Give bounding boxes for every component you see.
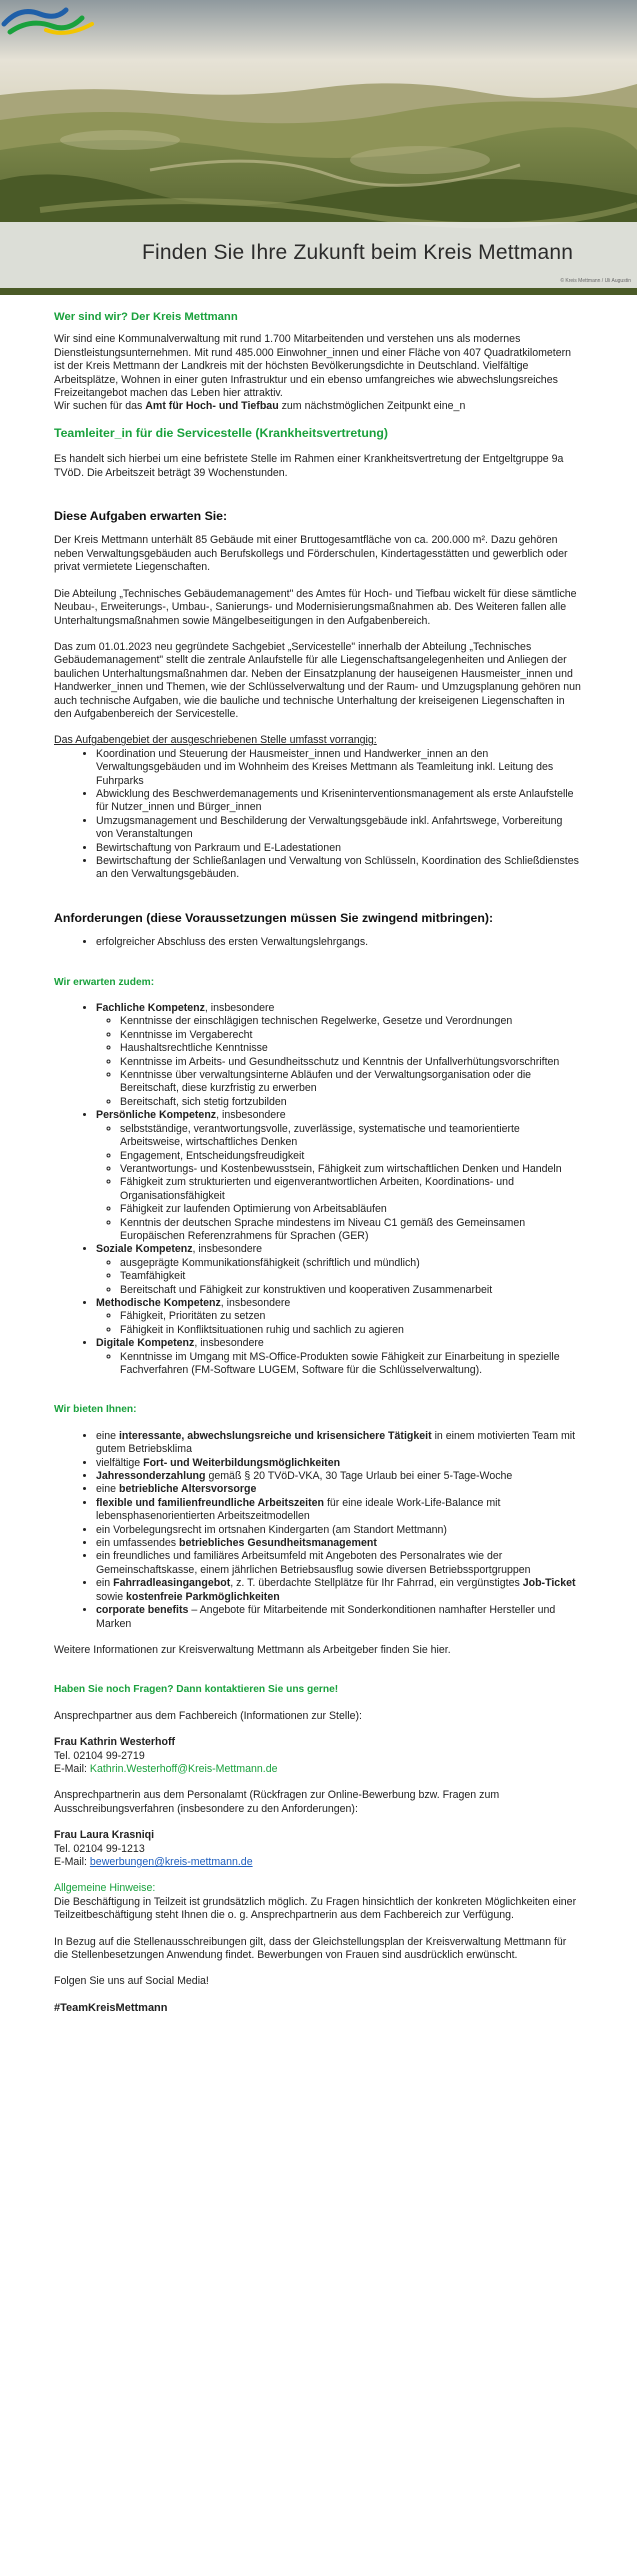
hr-contact-intro: Ansprechpartnerin aus dem Personalamt (Rückfragen zur Online-Bewerbung bzw. Fragen zum Ausschreibungsverfahren (insbesondere zu den Anforderungen): — [54, 1789, 500, 1815]
header-image — [0, 0, 637, 295]
list-item: ◦ Fähigkeit in Konfliktsituationen ruhig und sachlich zu agieren — [120, 1324, 582, 1337]
requirements-list — [54, 936, 582, 949]
list-item: • eine interessante, abwechslungsreiche und krisensichere Tätigkeit in einem motivierten Team mit gutem Betriebsklima — [96, 1430, 582, 1457]
offer-heading: Wir bieten Ihnen: — [54, 1404, 137, 1416]
hr-email-link[interactable]: bewerbungen@kreis-mettmann.de — [89, 1855, 253, 1868]
list-item: • eine betriebliche Altersvorsorge — [96, 1483, 582, 1496]
dept-contact-intro: Ansprechpartner aus dem Fachbereich (Informationen zur Stelle): — [54, 1709, 362, 1722]
position-title: Teamleiter_in für die Servicestelle (Krankheitsvertretung) — [54, 425, 388, 440]
offer-list — [54, 1430, 582, 1631]
list-item: ◦ Fähigkeit zum strukturierten und eigenverantwortlichen Arbeiten, Koordinations- und Organisationsfähigkeit — [120, 1176, 582, 1203]
list-item: ◦ Bereitschaft und Fähigkeit zur konstruktiven und kooperativen Zusammenarbeit — [120, 1284, 582, 1297]
list-item: • erfolgreicher Abschluss des ersten Verwaltungslehrgangs. — [96, 936, 582, 949]
list-item: ◦ Teamfähigkeit — [120, 1270, 582, 1283]
intro-text: Wir sind eine Kommunalverwaltung mit rund 1.700 Mitarbeitenden und verstehen uns als modernes Dienstleistungsunternehmen. Mit rund 485.000 Einwohner_innen und einer Fläche von 407 Quadratkilometern ist der Kreis Mettmann der Landkreis mit der höchsten Bevölkerungsdichte in Deutschland. Vielfältige Arbeitsplätze, Wohnen in einer guten Infrastruktur und ein ebenso umfangreiches wie abwechslungsreiches Freizeitangebot machen das Leben hier attraktiv. Wir suchen für das Amt für Hoch- und Tiefbau zum nächstmöglichen Zeitpunkt eine_n — [54, 333, 572, 413]
employer-info-link[interactable]: Weitere Informationen zur Kreisverwaltung Mettmann als Arbeitgeber finden Sie hier. — [54, 1643, 451, 1656]
list-item: ◦ selbstständige, verantwortungsvolle, zuverlässige, systematische und teamorientierte Arbeitsweise, wirtschaftliches Denken — [120, 1123, 582, 1150]
general-paragraph-2: In Bezug auf die Stellenausschreibungen gilt, dass der Gleichstellungsplan der Kreisverwaltung Mettmann für die Stellenbesetzungen Anwendung findet. Bewerbungen von Frauen sind ausdrücklich erwünscht. — [54, 1935, 567, 1961]
dept-contact-email-line: E-Mail: Kathrin.Westerhoff@Kreis-Mettmann.de — [54, 1762, 278, 1775]
list-item: • Bewirtschaftung von Parkraum und E-Ladestationen — [96, 842, 582, 855]
list-item: ◦ Fähigkeit zur laufenden Optimierung von Arbeitsabläufen — [120, 1203, 582, 1216]
hashtag[interactable]: #TeamKreisMettmann — [54, 2001, 168, 2014]
list-item: • ein umfassendes betriebliches Gesundheitsmanagement — [96, 1537, 582, 1550]
competence-group: • Persönliche Kompetenz, insbesondere ◦ selbstständige, verantwortungsvolle, zuverlässige, systematische und teamorientierte Arbeitsweise, wirtschaftliches Denken ◦ Engagement, Entscheidungsfreudigkeit ◦ Verantwortungs- und Kostenbewusstsein, Fähigkeit zum wirtschaftlichen Denken und Handeln ◦ Fähigkeit zum strukturierten und eigenverantwortlichen Arbeiten, Koordinations- und Organisationsfähigkeit ◦ Fähigkeit zur laufenden Optimierung von Arbeitsabläufen ◦ Kenntnis der deutschen Sprache mindestens im Niveau C1 gemäß des Gemeinsamen Europäischen Referenzrahmens für Sprachen (GER) — [96, 1109, 582, 1243]
job-posting-content — [0, 295, 582, 2015]
list-item: ◦ Kenntnisse im Umgang mit MS-Office-Produkten sowie Fähigkeit zur Einarbeitung in spezielle Fachverfahren (FM-Software LUGEM, Software für die Schlüsselverwaltung). — [120, 1351, 582, 1378]
position-text: Es handelt sich hierbei um eine befristete Stelle im Rahmen einer Krankheitsvertretung der Entgeltgruppe 9a TVöD. Die Arbeitszeit beträgt 39 Wochenstunden. — [54, 453, 564, 479]
kreis-mettmann-logo — [0, 0, 100, 40]
tasks-heading: Diese Aufgaben erwarten Sie: — [54, 509, 228, 524]
list-item: • ein Vorbelegungsrecht im ortsnahen Kindergarten (am Standort Mettmann) — [96, 1524, 582, 1537]
tasks-paragraph-3: Das zum 01.01.2023 neu gegründete Sachgebiet „Servicestelle" innerhalb der Abteilung „Technisches Gebäudemanagement" stellt die zentrale Anlaufstelle für alle Liegenschaftsangelegenheiten und Anliegen der baulichen Unterhaltungsmaßnahmen dar. Neben der Einsatzplanung der hauseigenen Hausmeister_innen und Handwerker_innen und Themen, wie der Schlüsselverwaltung und der Raum- und Umzugsplanung gehören nun auch technische Aufgaben, wie die bauliche und technische Unterhaltung der kreiseigenen Liegenschaften in den Aufgabenbereich der Servicestelle. — [54, 640, 581, 720]
header-title: Finden Sie Ihre Zukunft beim Kreis Mettmann — [142, 241, 574, 264]
list-item: • Jahressonderzahlung gemäß § 20 TVöD-VKA, 30 Tage Urlaub bei einer 5-Tage-Woche — [96, 1470, 582, 1483]
list-item: ◦ Kenntnis der deutschen Sprache mindestens im Niveau C1 gemäß des Gemeinsamen Europäischen Referenzrahmens für Sprachen (GER) — [120, 1217, 582, 1244]
tasks-paragraph-1: Der Kreis Mettmann unterhält 85 Gebäude mit einer Bruttogesamtfläche von ca. 200.000 m². Dazu gehören neben Verwaltungsgebäuden auch Berufskollegs und Förderschulen, Kindertagesstätten und gewerblich oder privat vermietete Liegenschaften. — [54, 534, 568, 574]
image-copyright: © Kreis Mettmann / Uli Augustin — [560, 278, 631, 284]
expect-heading: Wir erwarten zudem: — [54, 976, 155, 988]
list-item: • vielfältige Fort- und Weiterbildungsmöglichkeiten — [96, 1457, 582, 1470]
requirements-heading: Anforderungen (diese Voraussetzungen müssen Sie zwingend mitbringen): — [54, 910, 494, 925]
competence-group: • Digitale Kompetenz, insbesondere ◦ Kenntnisse im Umgang mit MS-Office-Produkten sowie Fähigkeit zur Einarbeitung in spezielle Fachverfahren (FM-Software LUGEM, Software für die Schlüsselverwaltung). — [96, 1337, 582, 1377]
list-item: • ein Fahrradleasingangebot, z. T. überdachte Stellplätze für Ihr Fahrrad, ein vergünstigtes Job-Ticket sowie kostenfreie Parkmöglichkeiten — [96, 1577, 582, 1604]
list-item: • Bewirtschaftung der Schließanlagen und Verwaltung von Schlüsseln, Koordination des Schließdienstes an den Verwaltungsgebäuden. — [96, 855, 582, 882]
list-item: • Umzugsmanagement und Beschilderung der Verwaltungsgebäude inkl. Anfahrtswege, Vorbereitung von Veranstaltungen — [96, 815, 582, 842]
list-item: ◦ Kenntnisse der einschlägigen technischen Regelwerke, Gesetze und Verordnungen — [120, 1015, 582, 1028]
competence-group: • Soziale Kompetenz, insbesondere ◦ ausgeprägte Kommunikationsfähigkeit (schriftlich und mündlich) ◦ Teamfähigkeit ◦ Bereitschaft und Fähigkeit zur konstruktiven und kooperativen Zusammenarbeit — [96, 1243, 582, 1297]
tasks-list-intro: Das Aufgabengebiet der ausgeschriebenen Stelle umfasst vorrangig: — [54, 734, 377, 747]
list-item: • Abwicklung des Beschwerdemanagements und Kriseninterventionsmanagement als erste Anlaufstelle für Nutzer_innen und Bürger_innen — [96, 788, 582, 815]
general-paragraph-1: Die Beschäftigung in Teilzeit ist grundsätzlich möglich. Zu Fragen hinsichtlich der konkreten Möglichkeiten einer Teilzeitbeschäftigung steht Ihnen die o. g. Ansprechpartnerin aus dem Fachbereich zur Verfügung. — [54, 1895, 577, 1922]
hr-contact-phone: Tel. 02104 99-1213 — [54, 1842, 145, 1855]
list-item: • corporate benefits – Angebote für Mitarbeitende mit Sonderkonditionen namhafter Hersteller und Marken — [96, 1604, 582, 1631]
list-item: ◦ Kenntnisse über verwaltungsinterne Abläufen und der Verwaltungsorganisation oder die Bereitschaft, diese kurzfristig zu erwerben — [120, 1069, 582, 1096]
list-item: • flexible und familienfreundliche Arbeitszeiten für eine ideale Work-Life-Balance mit lebensphasenorientierten Arbeitszeitmodellen — [96, 1497, 582, 1524]
competence-group: • Methodische Kompetenz, insbesondere ◦ Fähigkeit, Prioritäten zu setzen ◦ Fähigkeit in Konfliktsituationen ruhig und sachlich zu agieren — [96, 1297, 582, 1337]
contact-heading: Haben Sie noch Fragen? Dann kontaktieren Sie uns gerne! — [54, 1684, 339, 1696]
list-item: ◦ Fähigkeit, Prioritäten zu setzen — [120, 1310, 582, 1323]
dept-email-link[interactable]: Kathrin.Westerhoff@Kreis-Mettmann.de — [89, 1762, 278, 1775]
list-item: ◦ Bereitschaft, sich stetig fortzubilden — [120, 1096, 582, 1109]
social-media-text: Folgen Sie uns auf Social Media! — [54, 1975, 209, 1988]
dept-contact-phone: Tel. 02104 99-2719 — [54, 1749, 145, 1762]
competence-group: • Fachliche Kompetenz, insbesondere ◦ Kenntnisse der einschlägigen technischen Regelwerke, Gesetze und Verordnungen ◦ Kenntnisse im Vergaberecht ◦ Haushaltsrechtliche Kenntnisse ◦ Kenntnisse im Arbeits- und Gesundheitsschutz und Kenntnis der Unfallverhütungsvorschriften ◦ Kenntnisse über verwaltungsinterne Abläufen und der Verwaltungsorganisation oder die Bereitschaft, diese kurzfristig zu erwerben ◦ Bereitschaft, sich stetig fortzubilden — [96, 1002, 582, 1109]
general-heading: Allgemeine Hinweise: — [54, 1882, 156, 1895]
list-item: ◦ Verantwortungs- und Kostenbewusstsein, Fähigkeit zum wirtschaftlichen Denken und Handeln — [120, 1163, 582, 1176]
list-item: ◦ ausgeprägte Kommunikationsfähigkeit (schriftlich und mündlich) — [120, 1257, 582, 1270]
hr-contact-name: Frau Laura Krasniqi — [54, 1829, 155, 1842]
list-item: • Koordination und Steuerung der Hausmeister_innen und Handwerker_innen an den Verwaltungsgebäuden und im Wohnheim des Kreises Mettmann als Teamleitung inkl. Leitung des Fuhrparks — [96, 748, 582, 788]
expect-list — [54, 1002, 582, 1377]
tasks-paragraph-2: Die Abteilung „Technisches Gebäudemanagement" des Amtes für Hoch- und Tiefbau wickelt für diese sämtliche Neubau-, Erweiterungs-, Umbau-, Sanierungs- und Modernisierungsmaßnahmen ab. Des Weiteren fallen alle Unterhaltungsmaßnahmen sowie Mängelbeseitigungen in den Aufgabenbereich. — [54, 587, 577, 627]
list-item: ◦ Engagement, Entscheidungsfreudigkeit — [120, 1150, 582, 1163]
list-item: • ein freundliches und familiäres Arbeitsumfeld mit Angeboten des Personalrates wie der Gemeinschaftskasse, einem jährlichen Betriebsausflug sowie diversen Betriebssportgruppen — [96, 1550, 582, 1577]
dept-contact-name: Frau Kathrin Westerhoff — [54, 1736, 176, 1749]
list-item: ◦ Haushaltsrechtliche Kenntnisse — [120, 1042, 582, 1055]
list-item: ◦ Kenntnisse im Arbeits- und Gesundheitsschutz und Kenntnis der Unfallverhütungsvorschriften — [120, 1056, 582, 1069]
hr-contact-email-line: E-Mail: bewerbungen@kreis-mettmann.de — [54, 1855, 253, 1868]
tasks-list — [54, 748, 582, 882]
intro-heading: Wer sind wir? Der Kreis Mettmann — [54, 311, 238, 323]
list-item: ◦ Kenntnisse im Vergaberecht — [120, 1029, 582, 1042]
